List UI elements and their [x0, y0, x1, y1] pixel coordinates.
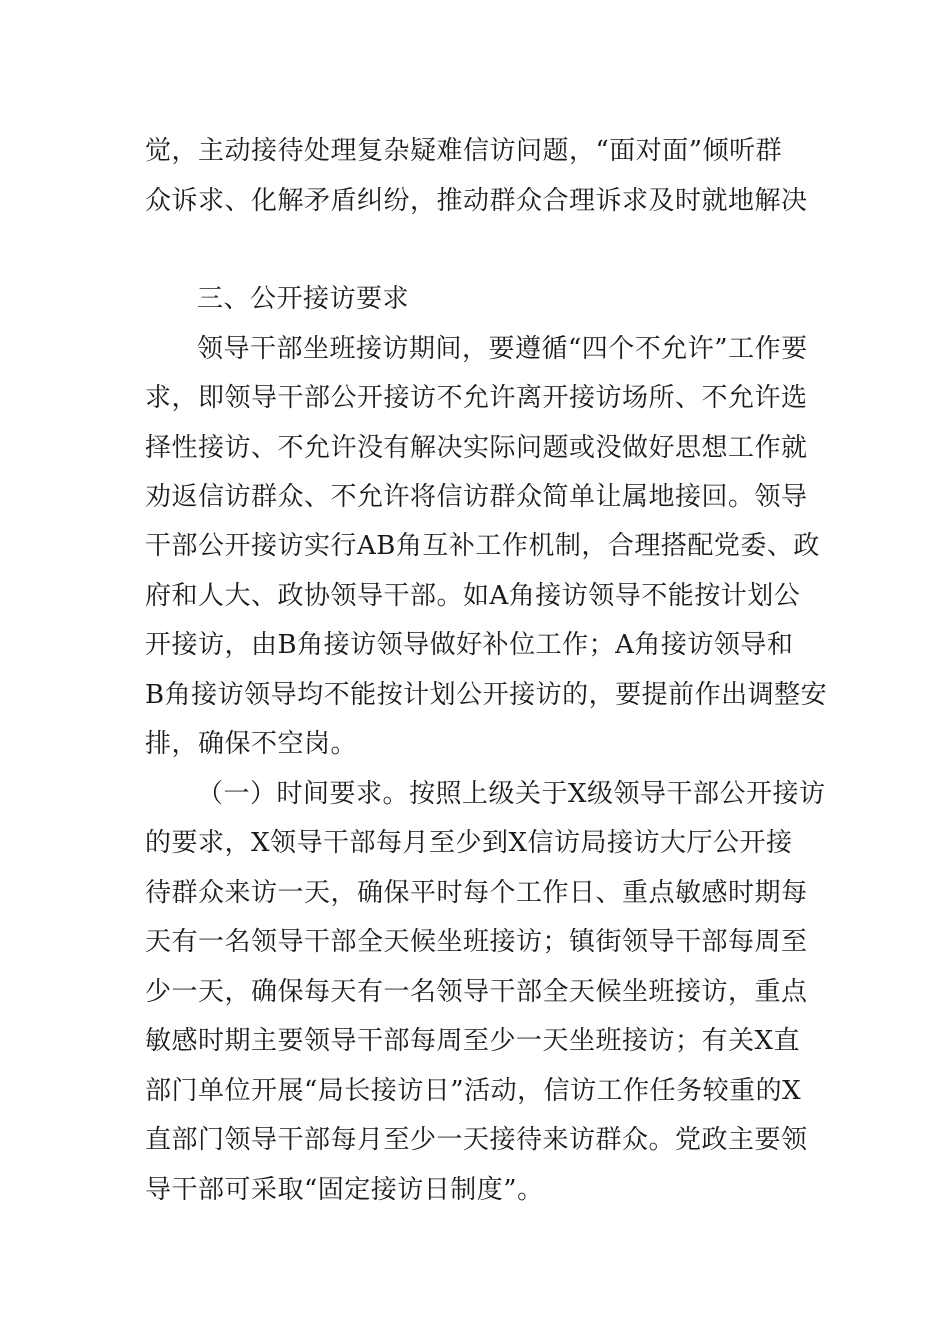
text-line: 领导干部坐班接访期间，要遵循“四个不允许”工作要 [197, 334, 808, 364]
text-line: 干部公开接访实行AB角互补工作机制，合理搭配党委、政 [145, 531, 820, 561]
text-line: 的要求，X领导干部每月至少到X信访局接访大厅公开接 [145, 828, 793, 858]
text-line: 天有一名领导干部全天候坐班接访；镇街领导干部每周至 [145, 927, 808, 957]
subsection-heading: （一）时间要求。按照上级关于X级领导干部公开接访 [197, 779, 826, 809]
text-line: 敏感时期主要领导干部每周至少一天坐班接访；有关X直 [145, 1026, 801, 1056]
text-line: 排，确保不空岗。 [145, 729, 358, 759]
text-line: 部门单位开展“局长接访日”活动，信访工作任务较重的X [145, 1076, 802, 1106]
text-line: 待群众来访一天，确保平时每个工作日、重点敏感时期每 [145, 878, 808, 908]
text-line: 导干部可采取“固定接访日制度”。 [145, 1175, 544, 1205]
text-line: 择性接访、不允许没有解决实际问题或没做好思想工作就 [145, 433, 808, 463]
text-line: 觉，主动接待处理复杂疑难信访问题，“面对面”倾听群 [145, 136, 783, 166]
text-line: 劝返信访群众、不允许将信访群众简单让属地接回。领导 [145, 482, 808, 512]
text-line: 少一天，确保每天有一名领导干部全天候坐班接访，重点 [145, 977, 808, 1007]
text-line: 开接访，由B角接访领导做好补位工作；A角接访领导和 [145, 630, 794, 660]
section-heading: 三、公开接访要求 [197, 284, 410, 314]
text-line: 众诉求、化解矛盾纠纷，推动群众合理诉求及时就地解决 [145, 186, 808, 216]
text-line: 直部门领导干部每月至少一天接待来访群众。党政主要领 [145, 1125, 808, 1155]
text-line: 求，即领导干部公开接访不允许离开接访场所、不允许选 [145, 383, 808, 413]
text-line: 府和人大、政协领导干部。如A角接访领导不能按计划公 [145, 581, 801, 611]
text-line: B角接访领导均不能按计划公开接访的，要提前作出调整安 [145, 680, 828, 710]
